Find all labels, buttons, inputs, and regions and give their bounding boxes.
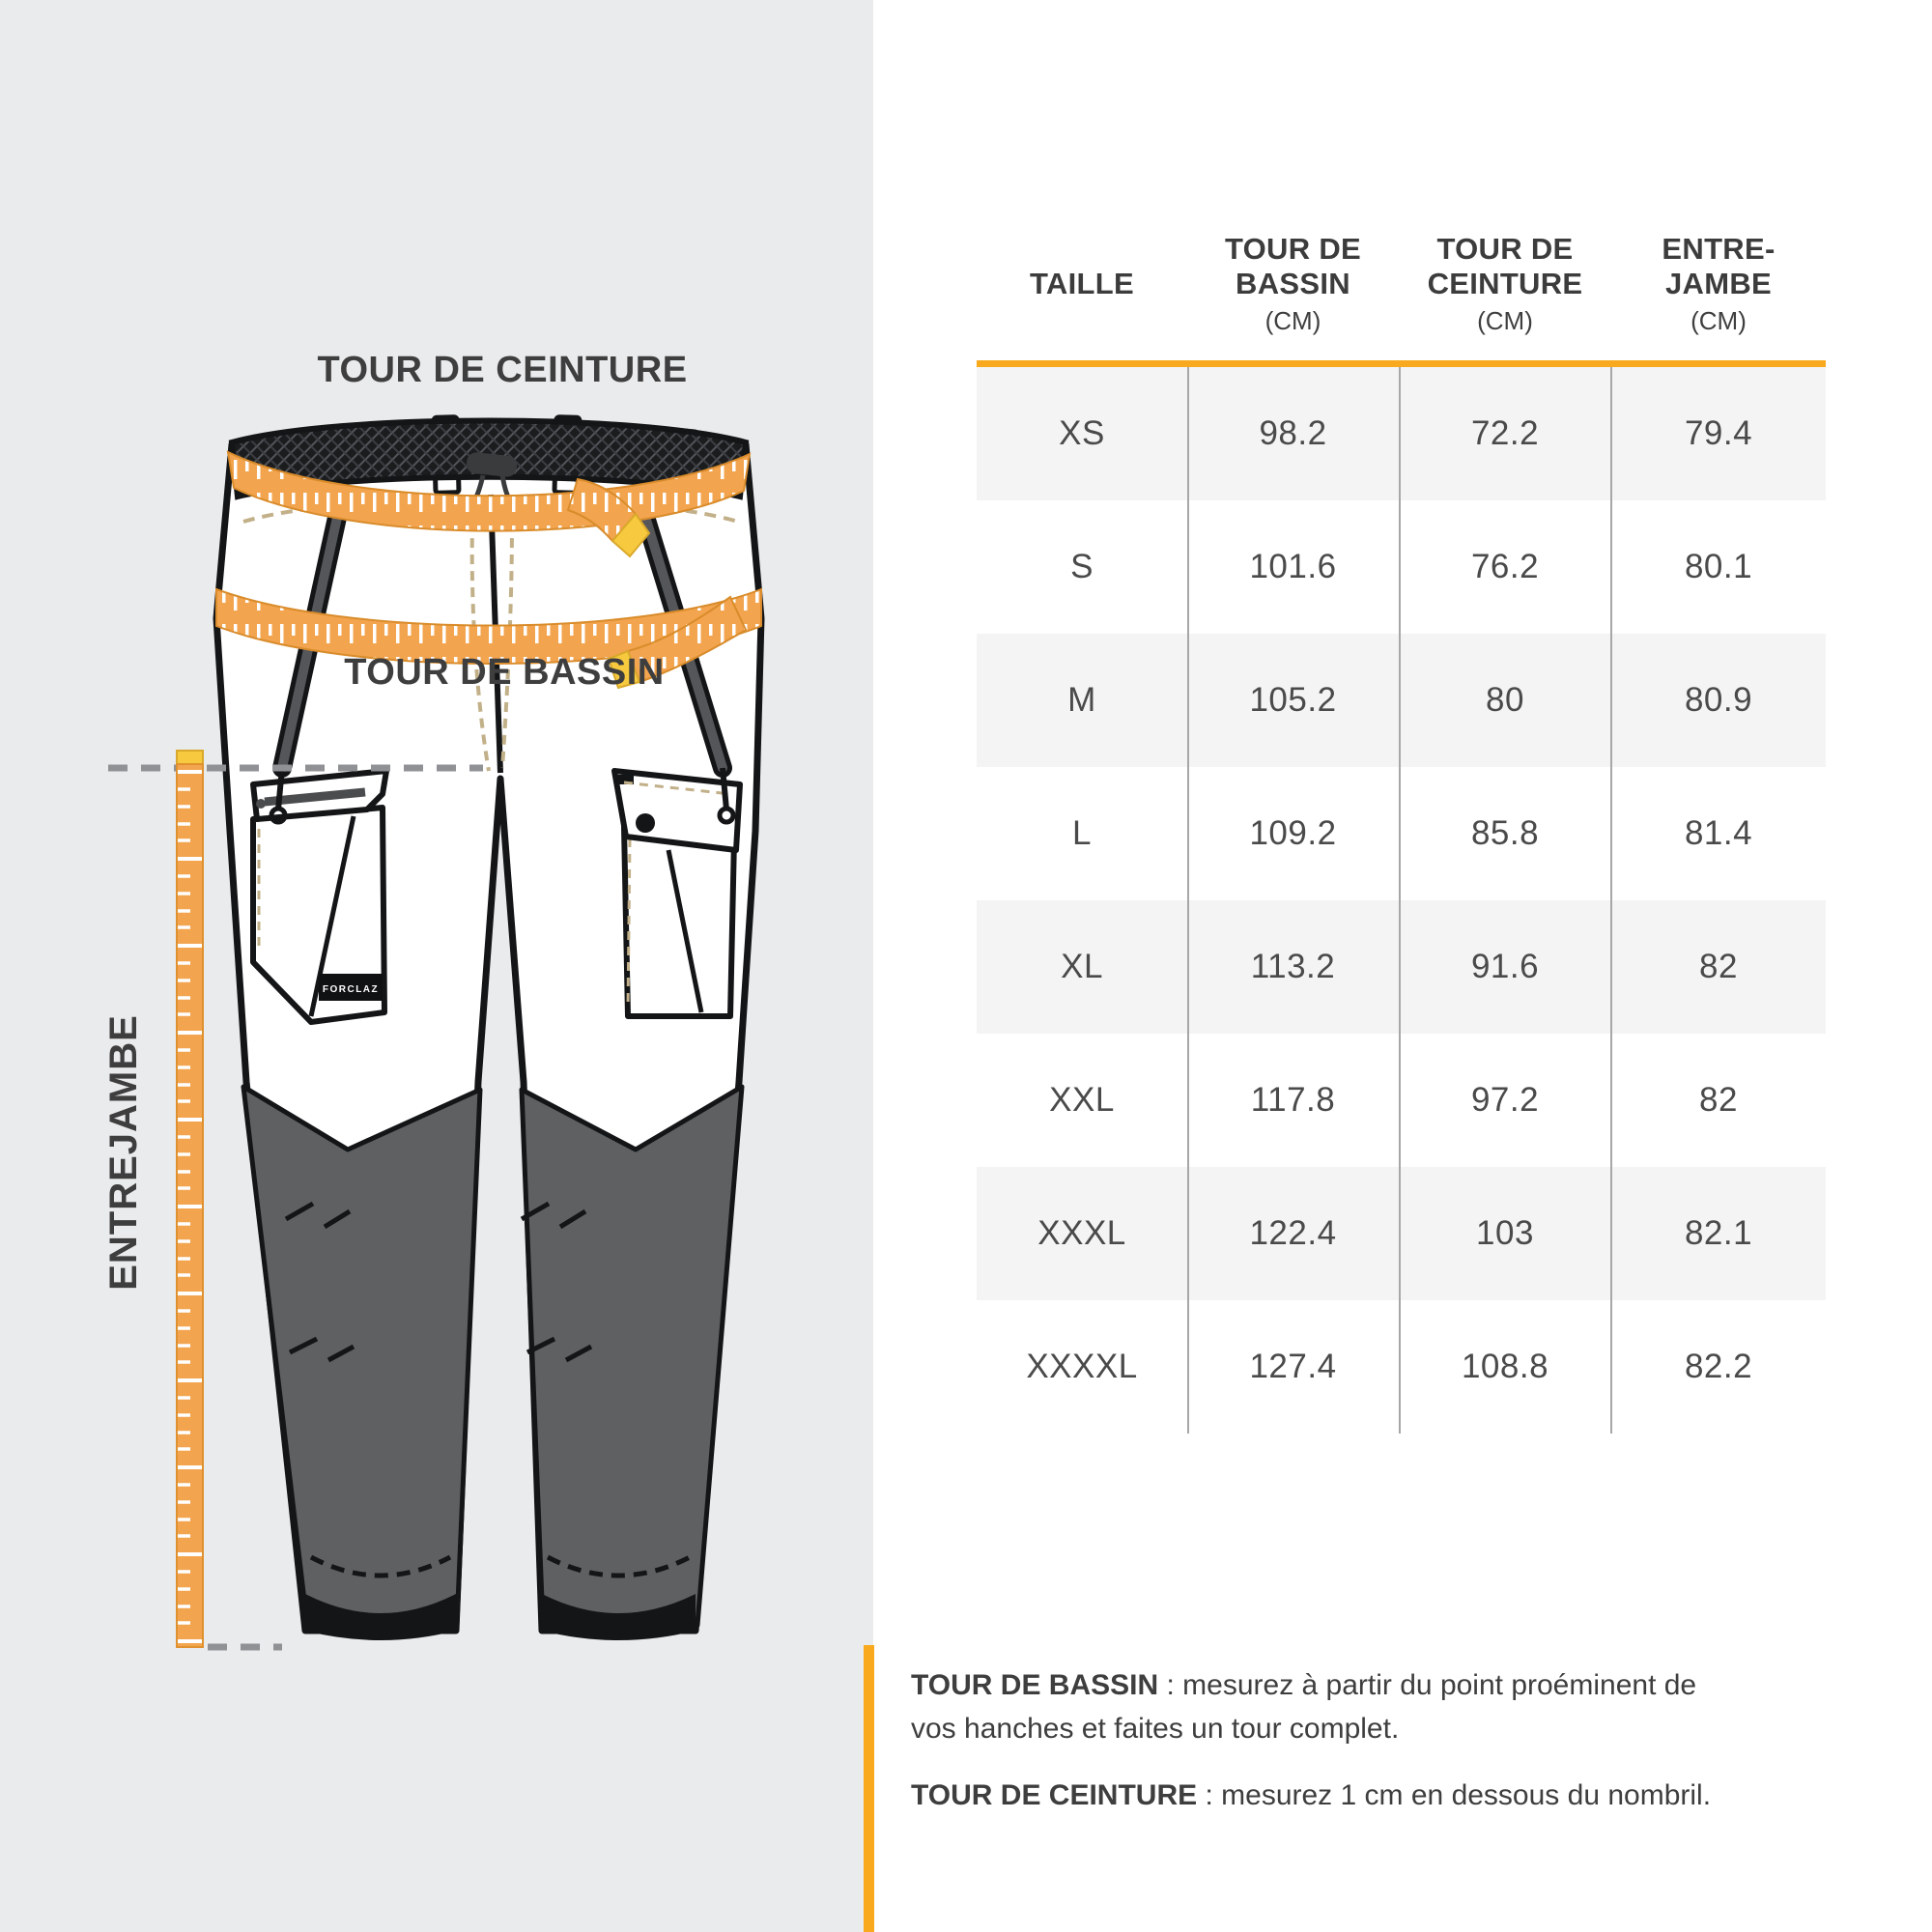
- footer-accent-bar: [864, 1645, 874, 1932]
- pants-drawing: [216, 417, 761, 1640]
- table-row: S 101.6 76.2 80.1: [1070, 548, 1753, 585]
- column-divider: [1399, 367, 1401, 1434]
- column-divider: [1610, 367, 1612, 1434]
- table-row: M 105.2 80 80.9: [977, 634, 1826, 767]
- table-header-row: [977, 230, 1826, 347]
- header-hip: TOUR DE BASSIN (CM): [1224, 232, 1362, 335]
- hip-note: TOUR DE BASSIN : mesurez à partir du point proéminent de vos hanches et faites un tour complet.: [911, 1669, 1697, 1745]
- table-row: XS 98.2 72.2 79.4: [977, 367, 1826, 500]
- inseam-ruler: [177, 751, 203, 1647]
- hip-measure-label: TOUR DE BASSIN: [344, 652, 665, 693]
- column-divider: [1187, 367, 1189, 1434]
- illustration-panel: [0, 0, 873, 1932]
- header-waist: TOUR DE CEINTURE (CM): [1427, 232, 1583, 335]
- table-row: XXL 117.8 97.2 82: [1049, 1081, 1738, 1119]
- header-size: TAILLE: [1030, 267, 1134, 300]
- pants-illustration: [0, 0, 873, 1932]
- waist-note: TOUR DE CEINTURE : mesurez 1 cm en dessous du nombril.: [911, 1779, 1712, 1811]
- brand-tag-label: FORCLAZ: [322, 984, 380, 995]
- right-cargo-pocket: [614, 771, 740, 1016]
- table-row: XXXXL 127.4 108.8 82.2: [1026, 1348, 1753, 1385]
- table-row: L 109.2 85.8 81.4: [1072, 814, 1753, 852]
- size-table: [977, 230, 1826, 1385]
- table-body: [977, 367, 1826, 1434]
- header-accent-rule: [977, 360, 1826, 367]
- waist-measure-label: TOUR DE CEINTURE: [317, 350, 688, 390]
- inseam-measure-label: ENTREJAMBE: [102, 1014, 145, 1291]
- table-row: XL 113.2 91.6 82: [977, 900, 1826, 1034]
- header-inseam: ENTRE-JAMBE (CM): [1662, 232, 1776, 335]
- measurement-notes: [911, 1663, 1713, 1817]
- table-row: XXXL 122.4 103 82.1: [977, 1167, 1826, 1300]
